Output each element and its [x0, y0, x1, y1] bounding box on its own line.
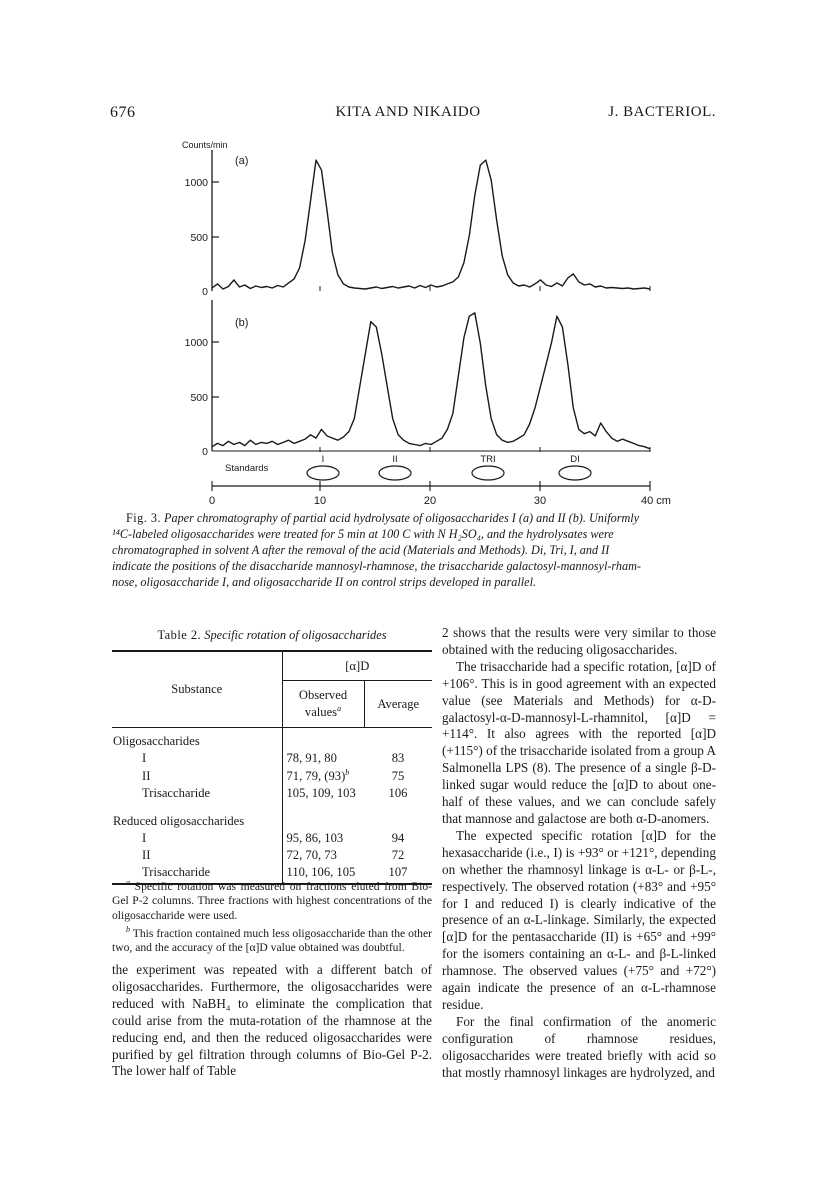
paragraph: For the final confirmation of the anomeric configuration of rhamnose residues, oligosaccharides were treated briefly with acid so that mostly rhamnosyl linkages are hydrolyzed, and — [442, 1013, 716, 1080]
left-column-text — [112, 962, 432, 1080]
panel-a — [182, 140, 650, 298]
group-reduced-oligosaccharides: Reduced oligosaccharides — [113, 814, 245, 829]
table-title — [112, 628, 432, 643]
header-substance: Substance — [112, 651, 282, 728]
caption-line-5: nose, oligosaccharide I, and oligosaccharide II on control strips developed in parallel. — [112, 575, 537, 589]
caption-line-4: indicate the positions of the disaccharide mannosyl-rhamnose, the trisaccharide galactosyl-mannosyl-rham- — [112, 559, 641, 573]
x-tick-label-10: 10 — [313, 495, 327, 507]
running-header-journal: J. BACTERIOL. — [608, 104, 716, 120]
panel-a-tick-label-0: 0 — [202, 286, 208, 298]
header-alpha-d: [α]D — [282, 651, 432, 681]
standard-spot-DI — [559, 466, 591, 480]
standards-label: Standards — [225, 463, 269, 474]
table-row: I 95, 86, 103 94 — [142, 831, 405, 846]
table-footnotes — [112, 876, 432, 956]
standard-label-TRI: TRI — [480, 454, 496, 465]
table-title-text: Specific rotation of oligosaccharides — [204, 628, 387, 642]
table-row: I 78, 91, 80 83 — [142, 751, 405, 765]
standard-label-II: II — [392, 454, 398, 465]
panel-a-tick-label-500: 500 — [190, 232, 208, 244]
footnote-b: $^b$ This fraction contained much less oligosaccharide than the other two, and the accuracy of the [α]D value obtained was doubtful. — [112, 925, 432, 955]
table-2 — [112, 650, 432, 885]
standards-strip — [225, 454, 591, 480]
series-a-line — [212, 160, 650, 289]
panel-b — [185, 300, 650, 458]
caption-line-3: chromatographed in solvent A after the removal of the acid (Materials and Methods). Di, Tri, I, and II — [112, 543, 610, 557]
caption-line-1 — [112, 510, 732, 526]
table-row: II 71, 79, $(93)^b$ 75 — [142, 768, 405, 784]
paragraph: The expected specific rotation [α]D for the hexasaccharide (i.e., I) is +93° or +121°, depending on whether the rhamnosyl linkage is α-L- or β-L-, respectively. The observed rotation (+83° and +95° for I and reduced I) is clearly indicative of the presence of an α-L-linkage. Similarly, the expected [α]D for the pentasaccharide (II) is +65° and +99° for the isomers containing an α-L- and β-L-linked rhamnose. The observed values (+75° and +72°) again indicate the presence of an α-L-rhamnose residue. — [442, 827, 716, 1012]
panel-a-tick-label-1000: 1000 — [184, 177, 208, 189]
figure-caption — [112, 510, 732, 590]
y-axis-unit-label: Counts/min — [182, 140, 228, 150]
x-axis — [209, 481, 671, 507]
footnote-a: $^a$ Specific rotation was measured on fractions eluted from Bio-Gel P-2 columns. Three fractions with highest concentrations of the oligosaccharide were used. — [112, 878, 432, 922]
table-row: Trisaccharide 105, 109, 103 106 — [142, 786, 408, 801]
paragraph: 2 shows that the results were very similar to those obtained with the reducing oligosaccharides. — [442, 625, 716, 657]
x-tick-label-20: 20 — [423, 495, 437, 507]
paragraph: the experiment was repeated with a different batch of oligosaccharides. Furthermore, the oligosaccharides were reduced with NaBH₄ to eliminate the complication that could arise from the muta-rotation of the rhamnose at the reducing end, and then the reduced oligosaccharides were purified by gel filtration through columns of Bio-Gel P-2. The lower half of Table — [112, 962, 432, 1079]
standard-spot-TRI — [472, 466, 504, 480]
standard-label-I: I — [321, 454, 325, 465]
group-oligosaccharides: Oligosaccharides — [113, 734, 200, 748]
x-tick-label-0: 0 — [208, 495, 216, 507]
standard-spot-I — [307, 466, 339, 480]
table-row: II 72, 70, 73 72 — [142, 848, 405, 863]
standard-label-DI: DI — [570, 454, 580, 465]
right-column-text — [442, 625, 716, 1081]
page-number: 676 — [110, 104, 136, 121]
caption-line-2: ¹⁴C-labeled oligosaccharides were treated for 5 min at 100 C with N H₂SO₄, and the hydrolysates were — [112, 527, 614, 541]
series-b-line — [212, 313, 650, 449]
standard-spot-II — [379, 466, 411, 480]
x-tick-label-30: 30 — [533, 495, 547, 507]
panel-b-tick-label-500: 500 — [190, 392, 208, 404]
panel-b-tick-label-0: 0 — [202, 446, 208, 458]
header-observed: Observed values$^a$ — [282, 681, 364, 728]
caption-line-1-text: Paper chromatography of partial acid hydrolysate of oligosaccharides I (a) and II (b). Uniformly — [164, 511, 640, 525]
table-label: Table 2. — [157, 628, 202, 642]
running-header-authors: KITA AND NIKAIDO — [335, 104, 481, 120]
panel-b-label: (b) — [235, 317, 249, 329]
table-row: Trisaccharide 110, 106, 105 107 — [112, 864, 432, 884]
panel-b-tick-label-1000: 1000 — [184, 337, 208, 349]
x-tick-label-40: 40 cm — [641, 495, 671, 507]
figure-3-chromatogram — [150, 140, 710, 510]
panel-a-label: (a) — [235, 155, 249, 167]
header-average: Average — [364, 681, 432, 728]
caption-label: Fig. 3. — [126, 511, 161, 525]
paragraph: The trisaccharide had a specific rotation, [α]D of +106°. This is in good agreement with an expected value (see Materials and Methods) for α-D-galactosyl-α-D-mannosyl-L-rhamnitol, [α]D = +114°. It also agrees with the reported [α]D (+115°) of the trisaccharide isolated from a group A Salmonella LPS (8). The presence of a single β-D-linked sugar would reduce the [α]D to about one-half of these values, and we can conclude safely that mannose and galactose are both α-D-anomers. — [442, 658, 716, 826]
